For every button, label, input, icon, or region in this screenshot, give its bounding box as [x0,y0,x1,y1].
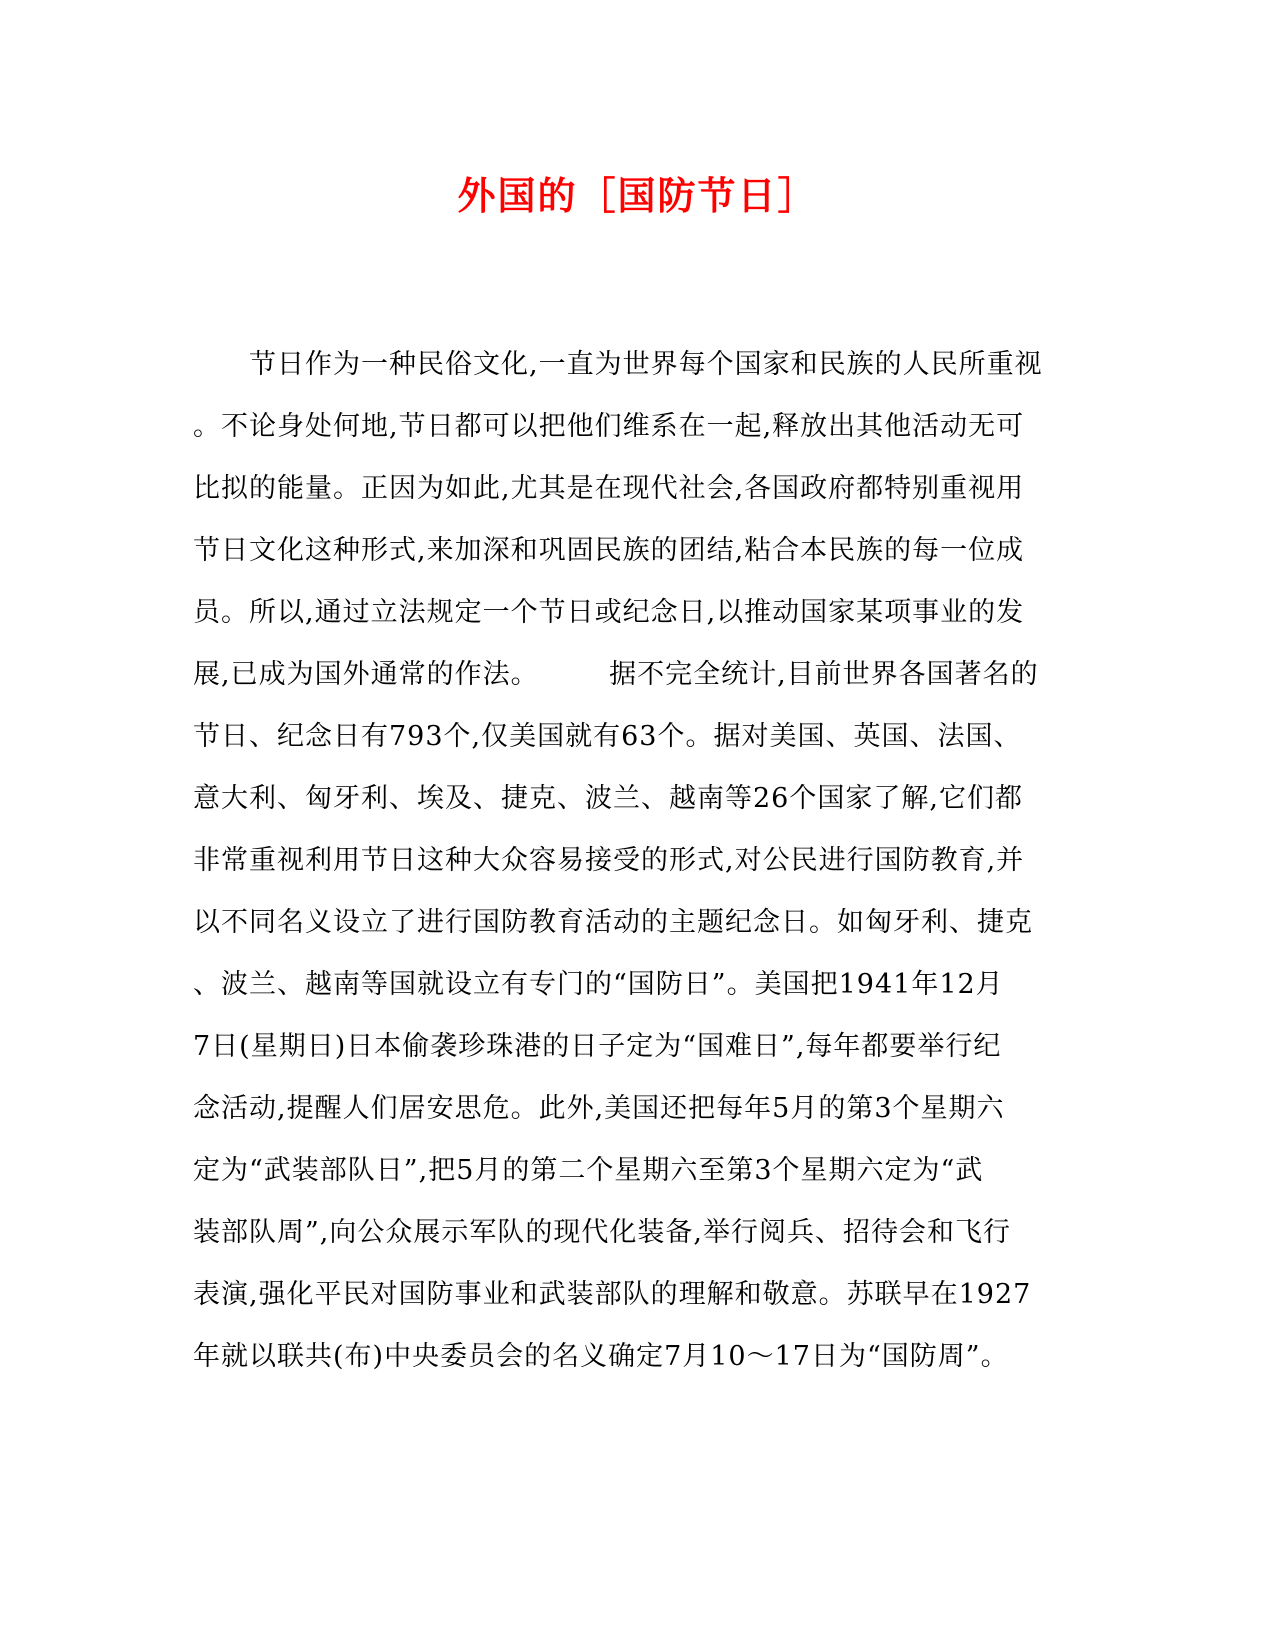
body-line: 年就以联共(布)中央委员会的名义确定7月10～17日为“国防周”。 [193,1341,1009,1372]
body-line: 念活动,提醒人们居安思危。此外,美国还把每年5月的第3个星期六 [193,1093,1005,1124]
body-line: 、波兰、越南等国就设立有专门的“国防日”。美国把1941年12月 [193,969,1004,1000]
body-line: 以不同名义设立了进行国防教育活动的主题纪念日。如匈牙利、捷克 [193,907,1033,938]
document-title: 外国的［国防节日］ [457,173,818,218]
body-line: 意大利、匈牙利、埃及、捷克、波兰、越南等26个国家了解,它们都 [193,783,1023,814]
body-line: 展,已成为国外通常的作法。 据不完全统计,目前世界各国著名的 [193,659,1039,690]
body-line: 定为“武装部队日”,把5月的第二个星期六至第3个星期六定为“武 [193,1155,984,1186]
body-line: 装部队周”,向公众展示军队的现代化装备,举行阅兵、招待会和飞行 [193,1217,1011,1248]
body-line: 表演,强化平民对国防事业和武装部队的理解和敬意。苏联早在1927 [193,1279,1032,1310]
body-line: 比拟的能量。正因为如此,尤其是在现代社会,各国政府都特别重视用 [193,473,1025,504]
body-line: 非常重视利用节日这种大众容易接受的形式,对公民进行国防教育,并 [193,845,1025,876]
body-line: 节日文化这种形式,来加深和巩固民族的团结,粘合本民族的每一位成 [193,535,1025,566]
body-line: 7日(星期日)日本偷袭珍珠港的日子定为“国难日”,每年都要举行纪 [193,1031,1002,1062]
body-line: 。不论身处何地,节日都可以把他们维系在一起,释放出其他活动无可 [193,411,1025,442]
body-line: 节日、纪念日有793个,仅美国就有63个。据对美国、英国、法国、 [193,721,1022,752]
body-line: 节日作为一种民俗文化,一直为世界每个国家和民族的人民所重视 [193,349,1043,380]
body-line: 员。所以,通过立法规定一个节日或纪念日,以推动国家某项事业的发 [193,597,1025,628]
